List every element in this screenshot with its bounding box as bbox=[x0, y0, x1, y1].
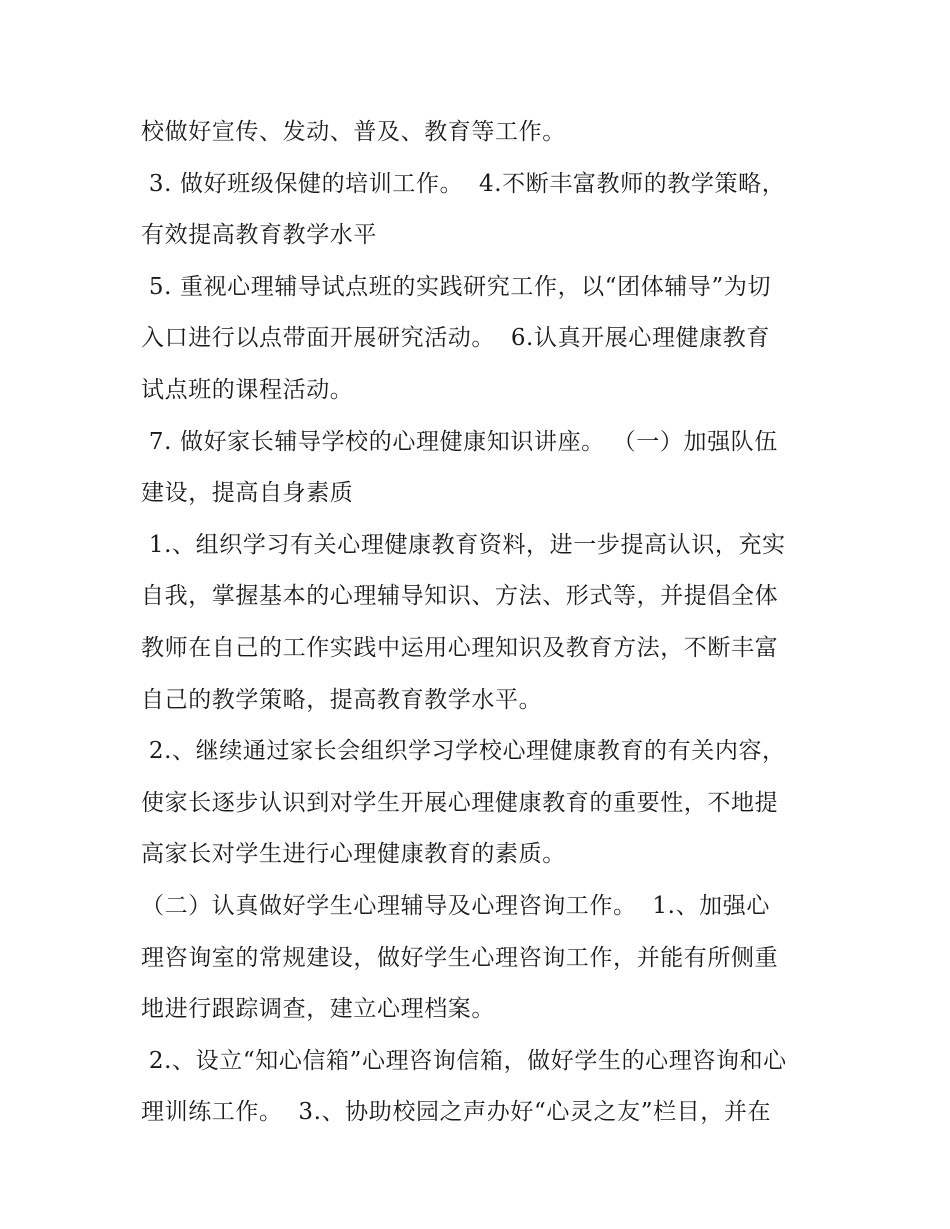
text-line: 理咨询室的常规建设，做好学生心理咨询工作，并能有所侧重 bbox=[141, 944, 779, 971]
text-line: （二）认真做好学生心理辅导及心理咨询工作。 1.、加强心 bbox=[141, 892, 770, 919]
text-line: 2.、继续通过家长会组织学习学校心理健康教育的有关内容， bbox=[141, 738, 786, 765]
text-line: 2.、设立“知心信箱”心理咨询信箱，做好学生的心理咨询和心 bbox=[141, 1047, 787, 1074]
text-line: 教师在自己的工作实践中运用心理知识及教育方法，不断丰富 bbox=[141, 634, 779, 661]
text-line: 校做好宣传、发动、普及、教育等工作。 bbox=[141, 119, 566, 145]
text-line: 5. 重视心理辅导试点班的实践研究工作，以“团体辅导”为切 bbox=[141, 273, 772, 300]
text-line: 地进行跟踪调查，建立心理档案。 bbox=[141, 996, 495, 1023]
document-body bbox=[141, 107, 821, 1139]
text-line: 自己的教学策略，提高教育教学水平。 bbox=[141, 686, 543, 713]
text-line: 1.、组织学习有关心理健康教育资料，进一步提高认识，充实 bbox=[141, 531, 786, 558]
text-line: 使家长逐步认识到对学生开展心理健康教育的重要性，不地提 bbox=[141, 789, 779, 816]
text-line: 有效提高教育教学水平 bbox=[141, 222, 377, 249]
text-line: 理训练工作。 3.、协助校园之声办好“心灵之友”栏目，并在 bbox=[141, 1099, 772, 1126]
text-line: 入口进行以点带面开展研究活动。 6.认真开展心理健康教育 bbox=[141, 325, 770, 352]
text-line: 高家长对学生进行心理健康教育的素质。 bbox=[141, 841, 566, 868]
text-line: 试点班的课程活动。 bbox=[141, 376, 354, 403]
text-line: 7. 做好家长辅导学校的心理健康知识讲座。 （一）加强队伍 bbox=[141, 428, 778, 455]
text-line: 建设，提高自身素质 bbox=[141, 480, 354, 507]
text-line: 自我，掌握基本的心理辅导知识、方法、形式等，并提倡全体 bbox=[141, 583, 779, 610]
text-line: 3. 做好班级保健的培训工作。 4.不断丰富教师的教学策略， bbox=[141, 170, 786, 197]
